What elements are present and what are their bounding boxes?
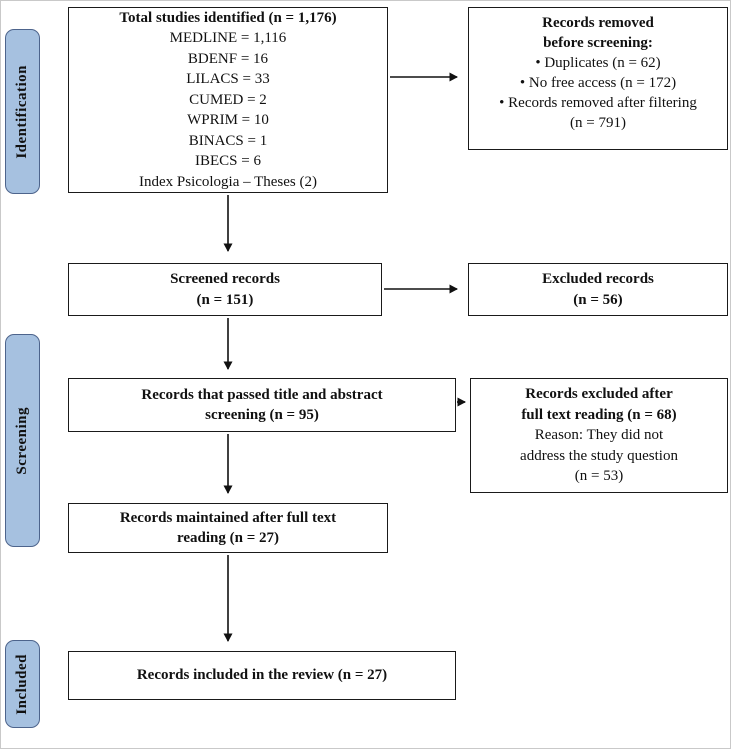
stage-label-screening-text: Screening: [14, 406, 30, 475]
box-total-studies-title: Total studies identified (n = 1,176): [119, 9, 337, 26]
box-excluded-full-text: [470, 378, 728, 493]
box-records-removed: [468, 7, 728, 150]
box-passed-title-abstract-line2: screening (n = 95): [205, 407, 319, 423]
stage-label-screening: [5, 334, 40, 547]
db-count-line-index-psicologia: Index Psicologia – Theses (2): [138, 173, 318, 190]
db-count-line-ibecs: IBECS = 6: [195, 153, 261, 170]
box-passed-title-abstract: [68, 378, 456, 432]
stage-label-included: [5, 640, 40, 728]
exclusion-reason-line1: Reason: They did not: [534, 427, 664, 444]
box-screened-records-line2: (n = 151): [196, 291, 254, 308]
exclusion-reason-line3: (n = 53): [574, 468, 624, 485]
stage-label-included-text: Included: [14, 653, 30, 715]
db-count-line-lilacs: LILACS = 33: [186, 71, 270, 88]
box-excluded-records-line2: (n = 56): [573, 291, 623, 308]
db-count-line-binacs: BINACS = 1: [188, 132, 268, 149]
db-count-line-medline: MEDLINE = 1,116: [169, 30, 287, 47]
box-included-in-review-title: Records included in the review (n = 27): [136, 667, 388, 684]
db-count-line-wprim: WPRIM = 10: [187, 112, 269, 129]
box-maintained-full-text-line2: reading (n = 27): [176, 530, 280, 546]
db-count-line-bdenf: BDENF = 16: [187, 50, 269, 67]
box-maintained-full-text-line1: Records maintained after full text: [119, 509, 337, 526]
box-excluded-full-text-title-line2: full text reading (n = 68): [521, 406, 677, 423]
box-excluded-full-text-title-line1: Records excluded after: [525, 386, 673, 403]
removal-reason-duplicates: • Duplicates (n = 62): [496, 53, 701, 73]
box-screened-records: [68, 263, 382, 316]
removal-reason-filtering: • Records removed after filtering (n = 791): [496, 93, 701, 133]
box-records-removed-title-line1: Records removed: [542, 15, 654, 31]
box-records-removed-title-line2: before screening:: [543, 35, 653, 51]
removal-reasons-list: [496, 53, 701, 133]
db-count-line-cumed: CUMED = 2: [189, 91, 267, 108]
box-included-in-review: [68, 651, 456, 700]
removal-reason-no-free-access: • No free access (n = 172): [496, 73, 701, 93]
box-excluded-records-line1: Excluded records: [542, 271, 654, 287]
box-maintained-full-text: [68, 503, 388, 553]
stage-label-identification: [5, 29, 40, 194]
stage-label-identification-text: Identification: [14, 64, 30, 159]
exclusion-reason-line2: address the study question: [520, 447, 678, 464]
box-screened-records-line1: Screened records: [170, 271, 280, 287]
box-excluded-records: [468, 263, 728, 316]
box-total-studies-identified: [68, 7, 388, 193]
box-passed-title-abstract-line1: Records that passed title and abstract: [141, 386, 383, 403]
